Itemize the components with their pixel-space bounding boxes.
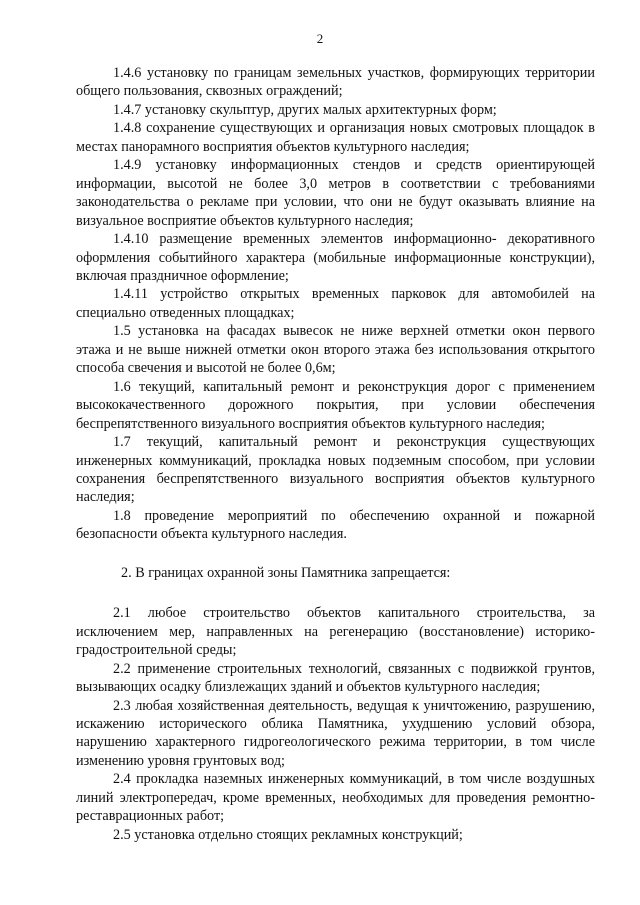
clause-1-4-10: 1.4.10 размещение временных элементов информационно- декоративного оформления событийного характера (мобильные информационные конструкции), включая праздничное оформление;: [76, 231, 595, 284]
page-number: 2: [316, 31, 324, 46]
clause-2-1: 2.1 любое строительство объектов капитального строительства, за исключением мер, направленных на регенерацию (восстановление) историко-градостроительной среды;: [76, 605, 595, 659]
clause-1-4-6: 1.4.6 установку по границам земельных участков, формирующих территории общего пользования, сквозных ограждений;: [76, 65, 595, 100]
clause-2-5: 2.5 установка отдельно стоящих рекламных конструкций;: [113, 826, 463, 843]
clause-1-8: 1.8 проведение мероприятий по обеспечению охранной и пожарной безопасности объекта культурного наследия.: [76, 507, 595, 543]
clause-1-4-9: 1.4.9 установку информационных стендов и средств ориентирующей информации, высотой не более 3,0 метров в соответствии с требованиями законодательства о рекламе при условии, что они не будут оказывать влияние на визуальное восприятие объектов культурного наследия;: [76, 157, 595, 229]
section-2-heading: 2. В границах охранной зоны Памятника запрещается:: [121, 564, 451, 581]
clause-1-4-8: 1.4.8 сохранение существующих и организация новых смотровых площадок в местах панорамного восприятия объектов культурного наследия;: [76, 120, 595, 155]
clause-1-6: 1.6 текущий, капитальный ремонт и реконструкция дорог с применением высококачественного дорожного покрытия, при условии обеспечения беспрепятственного визуального восприятия объектов культурного наследия;: [76, 378, 595, 432]
clause-1-5: 1.5 установка на фасадах вывесок не ниже верхней отметки окон первого этажа и не выше нижней отметки окон второго этажа без использования открытого способа свечения и высотой не более 0,6м;: [76, 323, 595, 377]
clause-1-7: 1.7 текущий, капитальный ремонт и реконструкция существующих инженерных коммуникаций, прокладка новых подземным способом, при условии сохранения беспрепятственного визуального восприятия объектов культурного наследия;: [76, 434, 595, 506]
clause-2-4: 2.4 прокладка наземных инженерных коммуникаций, в том числе воздушных линий электропередач, кроме временных, необходимых для проведения ремонтно-реставрационных работ;: [76, 771, 595, 825]
clause-1-4-11: 1.4.11 устройство открытых временных парковок для автомобилей на специально отведенных площадках;: [76, 286, 595, 321]
document-body: [76, 64, 595, 844]
clause-1-4-7: 1.4.7 установку скульптур, других малых архитектурных форм;: [113, 101, 497, 118]
clause-2-3: 2.3 любая хозяйственная деятельность, ведущая к уничтожению, разрушению, искажению исторического облика Памятника, ухудшению условий обзора, нарушению характерного гидрогеологического режима территории, в том числе изменению уровня грунтовых вод;: [76, 697, 595, 769]
clause-2-2: 2.2 применение строительных технологий, связанных с подвижкой грунтов, вызывающих осадку близлежащих зданий и объектов культурного наследия;: [76, 660, 595, 696]
